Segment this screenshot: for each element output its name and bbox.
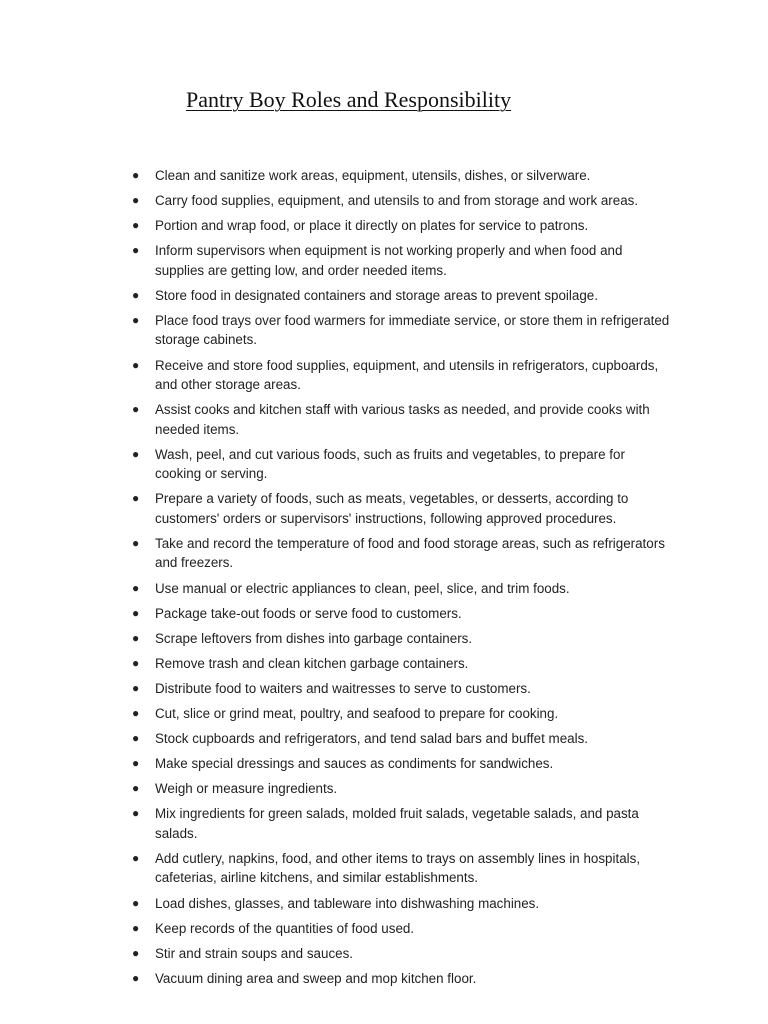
list-item xyxy=(0,969,673,989)
list-item-text: Take and record the temperature of food and food storage areas, such as refrigerators and freezers. xyxy=(155,535,665,571)
bullet-icon: ● xyxy=(132,605,140,620)
list-item xyxy=(0,534,673,573)
list-item xyxy=(0,944,673,964)
list-item-text: Assist cooks and kitchen staff with various tasks as needed, and provide cooks with needed items. xyxy=(155,402,650,437)
list-item xyxy=(0,604,673,624)
bullet-icon: ● xyxy=(132,446,140,461)
list-item xyxy=(0,919,673,939)
list-item xyxy=(0,704,673,724)
bullet-icon: ● xyxy=(132,357,140,372)
list-item xyxy=(0,629,673,649)
bullet-icon: ● xyxy=(132,535,140,550)
bullet-icon: ● xyxy=(132,680,140,695)
list-item-text: Inform supervisors when equipment is not working properly and when food and supplies are getting low, and order needed items. xyxy=(155,243,623,278)
list-item xyxy=(0,679,673,699)
bullet-icon: ● xyxy=(132,655,140,670)
list-item xyxy=(0,849,673,888)
bullet-icon: ● xyxy=(132,312,140,327)
list-item-text: Portion and wrap food, or place it directly on plates for service to patrons. xyxy=(155,218,589,234)
list-item-text: Stir and strain soups and sauces. xyxy=(155,945,353,961)
list-item xyxy=(0,489,673,528)
list-item-text: Carry food supplies, equipment, and utensils to and from storage and work areas. xyxy=(155,193,639,209)
bullet-icon: ● xyxy=(132,850,140,865)
list-item xyxy=(0,654,673,674)
list-item xyxy=(0,729,673,749)
list-item-text: Store food in designated containers and storage areas to prevent spoilage. xyxy=(155,287,598,303)
list-item-text: Cut, slice or grind meat, poultry, and seafood to prepare for cooking. xyxy=(155,706,559,721)
bullet-icon: ● xyxy=(132,756,140,771)
bullet-icon: ● xyxy=(132,287,140,302)
list-item-text: Add cutlery, napkins, food, and other items to trays on assembly lines in hospitals, cafeterias, airline kitchens, and similar establishments. xyxy=(155,850,641,886)
list-item xyxy=(0,754,673,774)
list-item-text: Stock cupboards and refrigerators, and tend salad bars and buffet meals. xyxy=(155,731,588,747)
bullet-icon: ● xyxy=(132,970,140,985)
bullet-icon: ● xyxy=(132,920,140,935)
list-item-text: Receive and store food supplies, equipment, and utensils in refrigerators, cupboards, and other storage areas. xyxy=(155,357,659,393)
list-item xyxy=(0,286,673,306)
list-item xyxy=(0,400,673,439)
list-item-text: Package take-out foods or serve food to customers. xyxy=(155,605,462,621)
bullet-icon: ● xyxy=(132,193,140,208)
list-item xyxy=(0,311,673,350)
list-item-text: Vacuum dining area and sweep and mop kitchen floor. xyxy=(155,970,477,986)
list-item-text: Place food trays over food warmers for immediate service, or store them in refrigerated storage cabinets. xyxy=(155,312,670,348)
list-item xyxy=(0,356,673,395)
document-title: Pantry Boy Roles and Responsibility xyxy=(186,87,512,112)
list-item xyxy=(0,779,673,799)
list-item-text: Clean and sanitize work areas, equipment, utensils, dishes, or silverware. xyxy=(155,168,591,183)
bullet-icon: ● xyxy=(132,806,140,821)
list-item-text: Wash, peel, and cut various foods, such as fruits and vegetables, to prepare for cooking or serving. xyxy=(155,446,625,482)
responsibilities-list xyxy=(0,166,768,994)
list-item-text: Keep records of the quantities of food used. xyxy=(155,920,415,936)
list-item-text: Mix ingredients for green salads, molded fruit salads, vegetable salads, and pasta salads. xyxy=(155,806,639,841)
list-item xyxy=(0,579,673,599)
list-item-text: Weigh or measure ingredients. xyxy=(155,781,338,797)
bullet-icon: ● xyxy=(132,731,140,746)
list-item xyxy=(0,894,673,914)
list-item-text: Scrape leftovers from dishes into garbage containers. xyxy=(155,630,473,646)
bullet-icon: ● xyxy=(132,895,140,910)
bullet-icon: ● xyxy=(132,168,140,182)
list-item-text: Make special dressings and sauces as condiments for sandwiches. xyxy=(155,756,554,772)
bullet-icon: ● xyxy=(132,706,140,720)
bullet-icon: ● xyxy=(132,491,140,506)
bullet-icon: ● xyxy=(132,402,140,417)
bullet-icon: ● xyxy=(132,243,140,258)
list-item-text: Distribute food to waiters and waitresses to serve to customers. xyxy=(155,680,531,696)
bullet-icon: ● xyxy=(132,218,140,233)
list-item-text: Load dishes, glasses, and tableware into dishwashing machines. xyxy=(155,895,540,911)
bullet-icon: ● xyxy=(132,580,140,595)
list-item xyxy=(0,445,673,484)
list-item xyxy=(0,216,673,236)
bullet-icon: ● xyxy=(132,781,140,796)
list-item-text: Prepare a variety of foods, such as meats, vegetables, or desserts, according to customers' orders or supervisors' instructions, following approved procedures. xyxy=(155,491,629,526)
list-item-text: Remove trash and clean kitchen garbage containers. xyxy=(155,655,469,671)
bullet-icon: ● xyxy=(132,945,140,960)
list-item-text: Use manual or electric appliances to clean, peel, slice, and trim foods. xyxy=(155,580,570,596)
bullet-icon: ● xyxy=(132,630,140,645)
list-item xyxy=(0,804,673,843)
list-item xyxy=(0,166,673,186)
list-item xyxy=(0,191,673,211)
list-item xyxy=(0,241,673,280)
